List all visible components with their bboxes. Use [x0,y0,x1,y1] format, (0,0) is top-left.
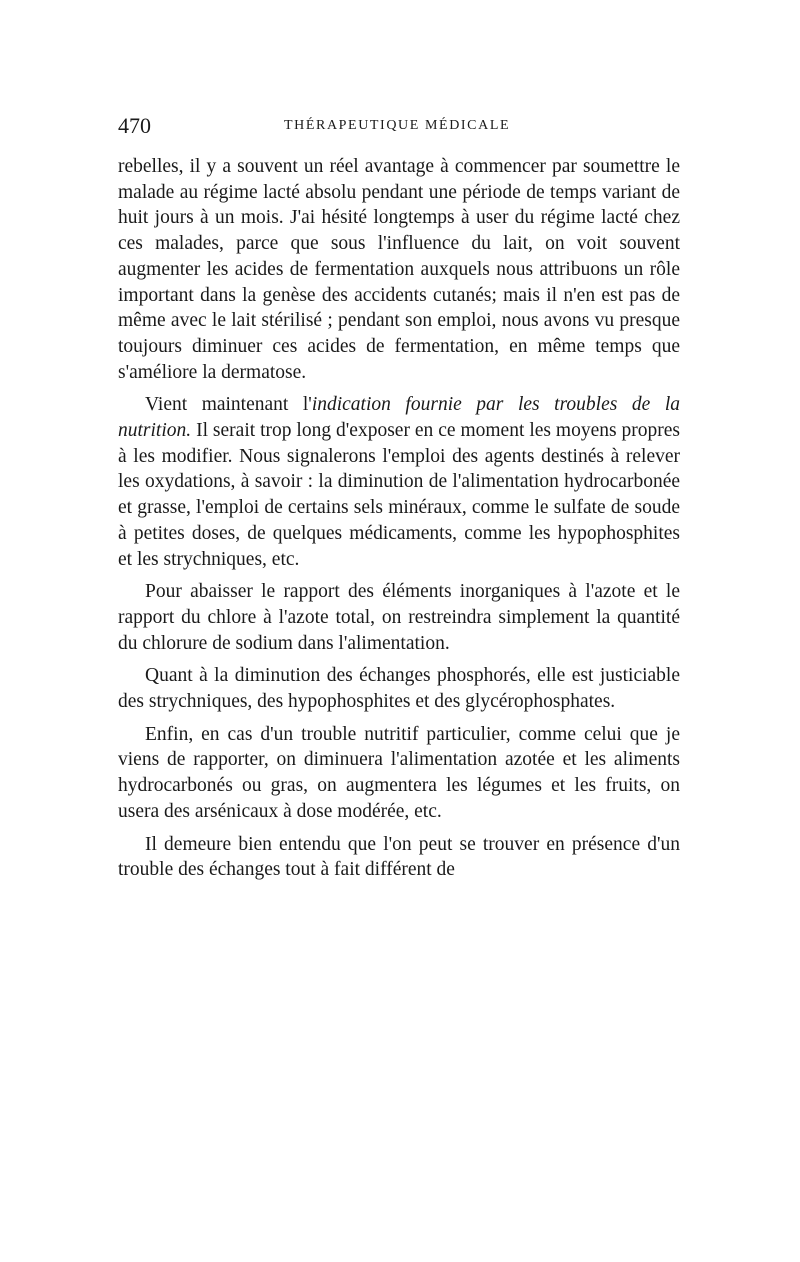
paragraph-1: rebelles, il y a souvent un réel avantage à commencer par soumettre le malade au régime lacté absolu pendant une période de temps variant de huit jours à un mois. J'ai hésité longtemps à user du régime lacté chez ces malades, parce que sous l'influence du lait, on voit souvent augmenter les acides de fermentation auxquels nous attribuons un rôle important dans la genèse des accidents cutanés; mais il n'en est pas de même avec le lait stérilisé ; pendant son emploi, nous avons vu presque toujours diminuer ces acides de fermentation, en même temps que s'améliore la dermatose. [118,156,680,383]
paragraph-6: Il demeure bien entendu que l'on peut se trouver en présence d'un trouble des échanges tout à fait différent de [118,833,680,881]
page-header [118,113,680,143]
paragraph-2-text: Il serait trop long d'exposer en ce moment les moyens propres à les modifier. Nous signalerons l'emploi des agents destinés à relever les oxydations, à savoir : la diminution de l'alimentation hydrocarbonée et grasse, l'emploi de certains sels minéraux, comme le sulfate de soude à petites doses, de quelques médicaments, comme les hypophosphites et les strychniques, etc. [118,420,680,570]
paragraph-2-italic: indication fournie par les troubles de la nutrition. [118,394,681,442]
body-text [118,154,680,883]
paragraph-2-lead: Vient maintenant l' [145,394,312,416]
paragraph-2 [118,392,680,572]
running-title: THÉRAPEUTIQUE MÉDICALE [284,118,511,133]
paragraph-5: Enfin, en cas d'un trouble nutritif particulier, comme celui que je viens de rapporter, on diminuera l'alimentation azotée et les aliments hydrocarbonés ou gras, on augmentera les légumes et les fruits, on usera des arsénicaux à dose modérée, etc. [118,723,680,822]
page-number: 470 [118,113,151,138]
paragraph-3: Pour abaisser le rapport des éléments inorganiques à l'azote et le rapport du chlore à l'azote total, on restreindra simplement la quantité du chlorure de sodium dans l'alimentation. [118,581,680,654]
paragraph-4: Quant à la diminution des échanges phosphorés, elle est justiciable des strychniques, des hypophosphites et des glycérophosphates. [118,665,680,713]
